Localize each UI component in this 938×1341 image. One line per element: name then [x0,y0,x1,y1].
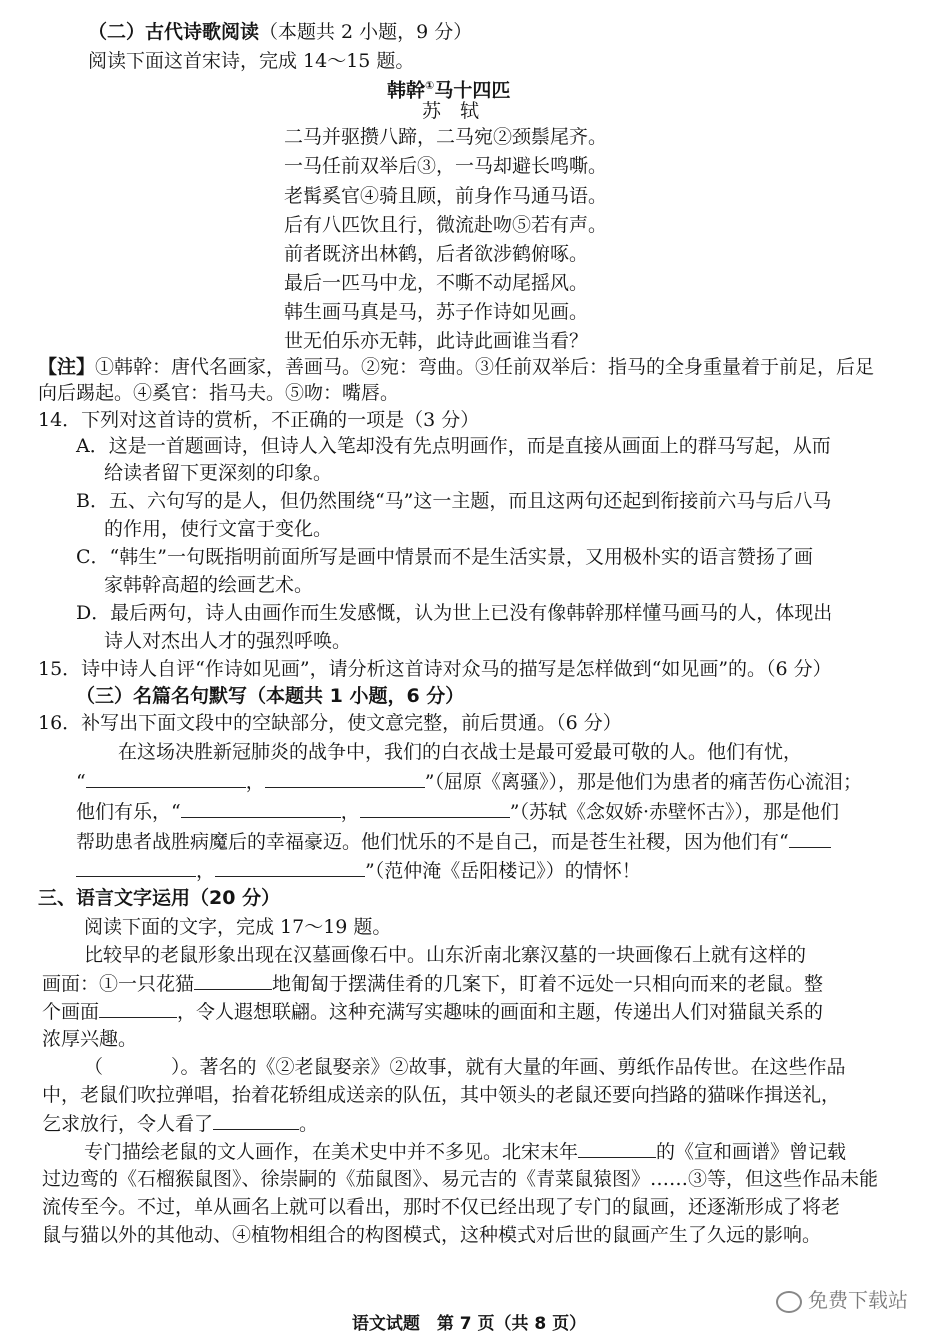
question-16: 16．补写出下面文段中的空缺部分，使文意完整，前后贯通。（6 分） [38,712,622,734]
option-d: D．最后两句，诗人由画作而生发感慨，认为世上已没有像韩幹那样懂马画马的人，体现出 [76,602,833,624]
poem-line: 世无伯乐亦无韩，此诗此画谁当看？ [284,330,589,352]
poem-line: 前者既济出林鹤，后者欲涉鹤俯啄。 [284,243,589,265]
watermark: 免费下载站 [776,1284,908,1313]
passage-line: 鼠与猫以外的其他动、④植物相组合的构图模式，这种模式对后世的鼠画产生了久远的影响。 [42,1224,822,1246]
annotation-notes: 【注】①韩幹：唐代名画家，善画马。②宛：弯曲。③任前双举后：指马的全身重量着于前足，后足 [38,356,875,378]
fill-line: ， ”（范仲淹《岳阳楼记》）的情怀！ [76,858,641,883]
answer-blank[interactable] [215,858,365,877]
passage-line: 流传至今。不过，单从画名上就可以看出，那时不仅已经出现了专门的鼠画，还逐渐形成了将老 [42,1196,841,1218]
passage-line: 过边鸾的《石榴猴鼠图》、徐崇嗣的《茄鼠图》、易元吉的《青菜鼠猿图》……③等，但这些作品未能 [42,1168,879,1190]
option-b-cont: 的作用，使行文富于变化。 [104,518,333,540]
option-d-cont: 诗人对杰出人才的强烈呼唤。 [104,630,352,652]
passage-line: 专门描绘老鼠的文人画作，在美术史中并不多见。北宋末年 的《宣和画谱》曾记载 [84,1141,847,1163]
fill-line: 他们有乐，“ ， ”（苏轼《念奴娇·赤壁怀古》），那是他们 [76,801,839,823]
answer-blank[interactable] [99,999,177,1018]
option-a: A．这是一首题画诗，但诗人入笔却没有先点明画作，而是直接从画面上的群马写起，从而 [76,435,831,457]
question-14: 14．下列对这首诗的赏析，不正确的一项是（3 分） [38,409,480,431]
instruction-text: 阅读下面这首宋诗，完成 14～15 题。 [88,50,415,72]
passage-line: 画面：①一只花猫 地匍匐于摆满佳肴的几案下，盯着不远处一只相向而来的老鼠。整 [42,973,824,995]
answer-blank[interactable] [181,799,341,818]
fill-line: “ ， ”（屈原《离骚》），那是他们为患者的痛苦伤心流泪； [76,771,862,793]
passage-line: 比较早的老鼠形象出现在汉墓画像石中。山东沂南北寨汉墓的一块画像石上就有这样的 [84,944,807,966]
fill-line: 帮助患者战胜病魔后的幸福豪迈。他们忧乐的不是自己，而是苍生社稷，因为他们有“ [76,829,831,854]
paragraph: 在这场决胜新冠肺炎的战争中，我们的白衣战士是最可爱最可敬的人。他们有忧， [118,741,803,763]
passage-line: 中，老鼠们吹拉弹唱，抬着花轿组成送亲的队伍，其中领头的老鼠还要向挡路的猫咪作揖送礼， [42,1084,841,1106]
answer-blank[interactable] [789,829,831,848]
passage-line: 浓厚兴趣。 [42,1028,138,1050]
question-15: 15．诗中诗人自评“作诗如见画”，请分析这首诗对众马的描写是怎样做到“如见画”的。（6 分） [38,658,832,680]
part-heading: 三、语言文字运用（20 分） [38,887,281,909]
poem-line: 后有八匹饮且行，微流赴吻⑤若有声。 [284,214,608,236]
answer-blank[interactable] [265,769,425,788]
option-c-cont: 家韩幹高超的绘画艺术。 [104,574,314,596]
section-heading: （二）古代诗歌阅读（本题共 2 小题，9 分） [88,21,473,43]
passage-line: 个画面 ，令人遐想联翩。这种充满写实趣味的画面和主题，传递出人们对猫鼠关系的 [42,1001,824,1023]
wechat-icon [776,1291,802,1313]
answer-blank[interactable] [360,799,510,818]
poem-line: 韩生画马真是马，苏子作诗如见画。 [284,301,589,323]
poem-author: 苏 轼 [422,100,480,122]
option-c: C．“韩生”一句既指明前面所写是画中情景而不是生活实景，又用极朴实的语言赞扬了画 [76,546,813,568]
annotation-notes-cont: 向后踢起。④奚官：指马夫。⑤吻：嘴唇。 [38,382,400,404]
answer-blank[interactable] [76,858,196,877]
option-b: B．五、六句写的是人，但仍然围绕“马”这一主题，而且这两句还起到衔接前六马与后八马 [76,490,832,512]
poem-line: 二马并驱攒八蹄，二马宛②颈鬃尾齐。 [284,126,608,148]
section-heading: （三）名篇名句默写（本题共 1 小题，6 分） [76,685,465,707]
passage-line: （ ）。著名的《②老鼠娶亲》②故事，就有大量的年画、剪纸作品传世。在这些作品 [84,1056,846,1078]
poem-title: 韩幹①马十四匹 [387,79,511,102]
page-footer: 语文试题 第 7 页（共 8 页） [351,1314,587,1334]
answer-blank[interactable] [86,769,246,788]
poem-line: 老髯奚官④骑且顾，前身作马通马语。 [284,185,608,207]
option-a-cont: 给读者留下更深刻的印象。 [104,462,333,484]
instruction-text: 阅读下面的文字，完成 17～19 题。 [84,916,392,938]
passage-line: 乞求放行，令人看了 。 [42,1113,319,1135]
poem-line: 一马任前双举后③，一马却避长鸣嘶。 [284,155,608,177]
answer-blank[interactable] [194,971,272,990]
answer-blank[interactable] [213,1111,299,1130]
answer-blank[interactable] [578,1139,656,1158]
poem-line: 最后一匹马中龙，不嘶不动尾摇风。 [284,272,589,294]
